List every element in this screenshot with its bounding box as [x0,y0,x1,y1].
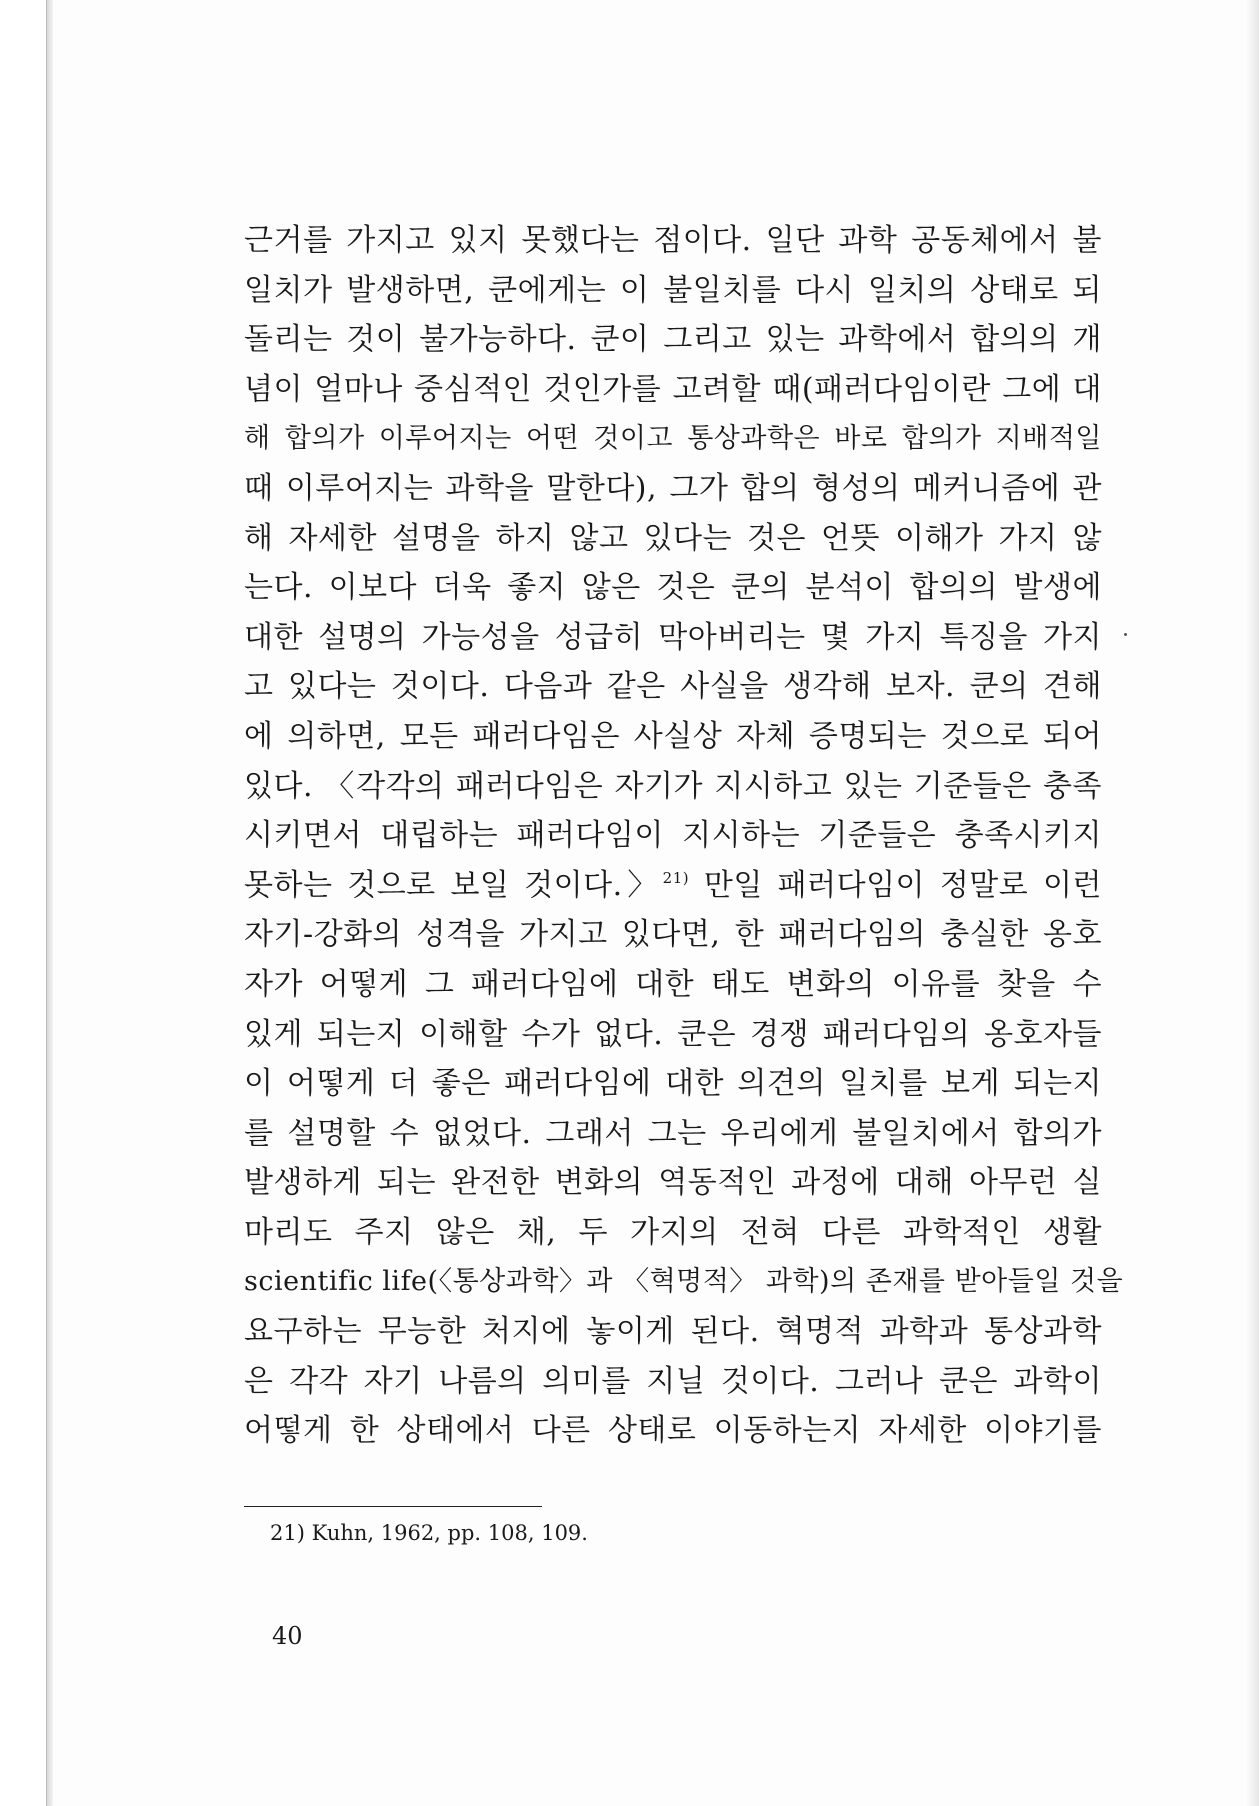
text-line: 있게 되는지 이해할 수가 없다. 쿤은 경쟁 패러다임의 옹호자들 [244,1016,1102,1052]
footnote-divider [244,1506,542,1507]
text-line: 요구하는 무능한 처지에 놓이게 된다. 혁명적 과학과 통상과학 [244,1314,1102,1350]
text-line: 해 합의가 이루어지는 어떤 것이고 통상과학은 바로 합의가 지배적일 [244,423,1102,455]
text-line: 돌리는 것이 불가능하다. 쿤이 그리고 있는 과학에서 합의의 개 [244,322,1102,358]
text-line: 를 설명할 수 없었다. 그래서 그는 우리에게 불일치에서 합의가 [244,1115,1102,1151]
text-line: 에 의하면, 모든 패러다임은 사실상 자체 증명되는 것으로 되어 [244,718,1102,754]
text-segment: 만일 패러다임이 정말로 이런 [689,867,1102,903]
text-line: 는다. 이보다 더욱 좋지 않은 것은 쿤의 분석이 합의의 발생에 [244,570,1102,606]
text-line: 대한 설명의 가능성을 성급히 막아버리는 몇 가지 특징을 가지 [244,619,1102,655]
text-line: 시키면서 대립하는 패러다임이 지시하는 기준들은 충족시키지 [244,818,1102,854]
text-line-with-footnote-ref [244,861,1102,911]
text-line: 념이 얼마나 중심적인 것인가를 고려할 때(패러다임이란 그에 대 [244,371,1102,407]
text-line: 때 이루어지는 과학을 말한다), 그가 합의 형성의 메커니즘에 관 [244,470,1102,506]
text-line: 자가 어떻게 그 패러다임에 대한 태도 변화의 이유를 찾을 수 [244,966,1102,1002]
text-line: 일치가 발생하면, 쿤에게는 이 불일치를 다시 일치의 상태로 되 [244,272,1102,308]
page-edge-shadow [1245,0,1259,1806]
text-line: 어떻게 한 상태에서 다른 상태로 이동하는지 자세한 이야기를 [244,1413,1102,1449]
text-segment: 못하는 것으로 보일 것이다.〉 [244,867,663,903]
page-spine-shadow [46,0,53,1806]
text-line: 은 각각 자기 나름의 의미를 지닐 것이다. 그러나 쿤은 과학이 [244,1363,1102,1399]
footnote-reference: 21) [662,868,690,887]
text-line: 마리도 주지 않은 채, 두 가지의 전혀 다른 과학적인 생활 [244,1214,1102,1250]
text-line: 자기-강화의 성격을 가지고 있다면, 한 패러다임의 충실한 옹호 [244,917,1102,953]
text-line: 있다. 〈각각의 패러다임은 자기가 지시하고 있는 기준들은 충족 [244,768,1102,804]
body-text [244,216,1124,1456]
footnote: 21) Kuhn, 1962, pp. 108, 109. [270,1521,588,1545]
page-number: 40 [272,1622,303,1650]
text-line: 이 어떻게 더 좋은 패러다임에 대한 의견의 일치를 보게 되는지 [244,1066,1102,1102]
text-line: 발생하게 되는 완전한 변화의 역동적인 과정에 대해 아무런 실 [244,1165,1102,1201]
text-line: scientific life(〈통상과학〉과 〈혁명적〉 과학)의 존재를 받아들일 것을 [244,1266,1124,1298]
text-line: 해 자세한 설명을 하지 않고 있다는 것은 언뜻 이해가 가지 않 [244,520,1102,556]
text-line: 근거를 가지고 있지 못했다는 점이다. 일단 과학 공동체에서 불 [244,223,1102,258]
margin-dot [1124,633,1127,636]
text-line: 고 있다는 것이다. 다음과 같은 사실을 생각해 보자. 쿤의 견해 [244,669,1102,705]
